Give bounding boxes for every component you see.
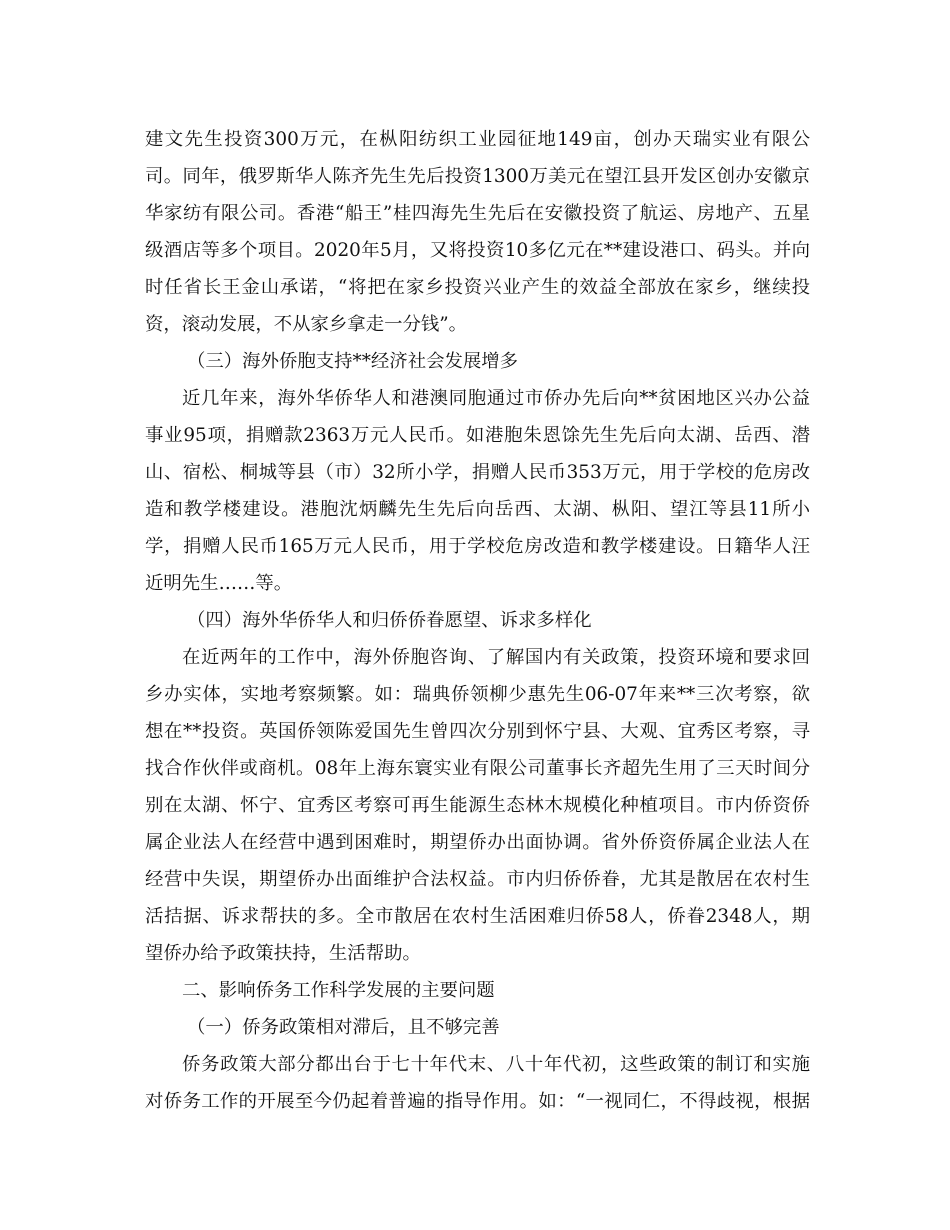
- text-line: 学，捐赠人民币165万元人民币，用于学校危房改造和教学楼建设。日籍华人汪: [145, 536, 810, 557]
- text-line: 别在太湖、怀宁、宜秀区考察可再生能源生态林木规模化种植项目。市内侨资侨: [145, 795, 810, 816]
- text-line: 资，滚动发展，不从家乡拿走一分钱”。: [145, 314, 468, 335]
- section-heading: （一）侨务政策相对滞后，且不够完善: [187, 1017, 500, 1038]
- text-line: 司。同年，俄罗斯华人陈齐先生先后投资1300万美元在望江县开发区创办安徽京: [145, 166, 810, 187]
- paragraph-first-line: 侨务政策大部分都出台于七十年代末、八十年代初，这些政策的制订和实施: [182, 1054, 810, 1075]
- chapter-heading: 二、影响侨务工作科学发展的主要问题: [182, 980, 495, 1001]
- document-body: [145, 121, 810, 1120]
- paragraph-first-line: 在近两年的工作中，海外侨胞咨询、了解国内有关政策，投资环境和要求回: [182, 647, 810, 668]
- text-line: 造和教学楼建设。港胞沈炳麟先生先后向岳西、太湖、枞阳、望江等县11所小: [145, 499, 810, 520]
- text-line: 经营中失误，期望侨办出面维护合法权益。市内归侨侨眷，尤其是散居在农村生: [145, 869, 810, 890]
- text-line: 事业95项，捐赠款2363万元人民币。如港胞朱恩馀先生先后向太湖、岳西、潜: [145, 425, 810, 446]
- text-line: 华家纺有限公司。香港“船王”桂四海先生先后在安徽投资了航运、房地产、五星: [145, 203, 810, 224]
- text-line: 望侨办给予政策扶持，生活帮助。: [145, 943, 421, 964]
- text-line: 活拮据、诉求帮扶的多。全市散居在农村生活困难归侨58人，侨眷2348人，期: [145, 906, 810, 927]
- text-line: 乡办实体，实地考察频繁。如：瑞典侨领柳少惠先生06-07年来**三次考察，欲: [145, 684, 810, 705]
- text-line: 时任省长王金山承诺，“将把在家乡投资兴业产生的效益全部放在家乡，继续投: [145, 277, 810, 298]
- text-line: 建文先生投资300万元，在枞阳纺织工业园征地149亩，创办天瑞实业有限公: [145, 129, 810, 150]
- text-line: 山、宿松、桐城等县（市）32所小学，捐赠人民币353万元，用于学校的危房改: [145, 462, 810, 483]
- paragraph-first-line: 近几年来，海外华侨华人和港澳同胞通过市侨办先后向**贫困地区兴办公益: [182, 388, 810, 409]
- section-heading: （四）海外华侨华人和归侨侨眷愿望、诉求多样化: [187, 610, 592, 631]
- text-line: 对侨务工作的开展至今仍起着普遍的指导作用。如：“一视同仁，不得歧视，根据: [145, 1091, 810, 1112]
- text-line: 近明先生……等。: [145, 573, 293, 594]
- text-line: 想在**投资。英国侨领陈爱国先生曾四次分别到怀宁县、大观、宜秀区考察，寻: [145, 721, 810, 742]
- text-line: 级酒店等多个项目。2020年5月，又将投资10多亿元在**建设港口、码头。并向: [145, 240, 810, 261]
- text-line: 找合作伙伴或商机。08年上海东寰实业有限公司董事长齐超先生用了三天时间分: [145, 758, 810, 779]
- section-heading: （三）海外侨胞支持**经济社会发展增多: [187, 351, 519, 372]
- text-line: 属企业法人在经营中遇到困难时，期望侨办出面协调。省外侨资侨属企业法人在: [145, 832, 810, 853]
